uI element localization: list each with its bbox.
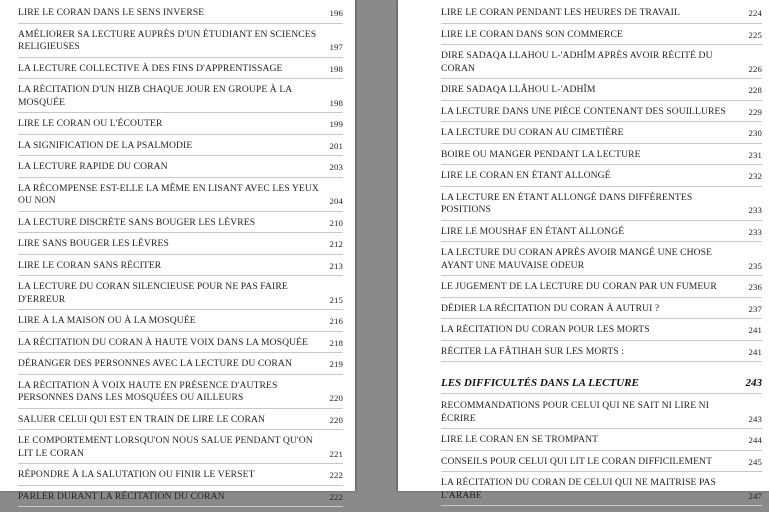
toc-entry-page-number: 222 <box>329 491 343 502</box>
toc-entry-title: DIRE SADAQA LLAHOU L-'ADHÎM APRÈS AVOIR RÉCITÉ DU CORAN <box>441 50 713 74</box>
toc-entry-page-number: 232 <box>748 171 762 181</box>
toc-entry-title: RÉPONDRE À LA SALUTATION OU FINIR LE VERSET <box>18 469 255 480</box>
toc-entry-title: LIRE LE CORAN EN SE TROMPANT <box>441 434 599 445</box>
toc-entry-title: SALUER CELUI QUI EST EN TRAIN DE LIRE LE CORAN <box>18 413 266 425</box>
toc-entry[interactable] <box>18 358 343 375</box>
toc-entry[interactable] <box>441 303 762 320</box>
toc-entry[interactable] <box>18 380 343 409</box>
toc-entry[interactable] <box>18 217 343 234</box>
toc-entry-page-number: 197 <box>329 42 343 52</box>
toc-entry-page-number: 215 <box>329 294 343 305</box>
toc-entry-title: LIRE À LA MAISON OU À LA MOSQUÉE <box>18 315 196 326</box>
toc-entry-page-number: 230 <box>748 128 762 138</box>
toc-entry-title: LA LECTURE DISCRÈTE SANS BOUGER LES LÈVRES <box>18 216 256 228</box>
toc-entry-title: LA RÉCOMPENSE EST-ELLE LA MÊME EN LISANT AVEC LES YEUX OU NON <box>18 182 319 206</box>
toc-entry[interactable] <box>18 281 343 310</box>
toc-entry[interactable] <box>441 456 762 473</box>
toc-entry-page-number: 245 <box>748 456 762 467</box>
toc-entry-page-number: 210 <box>329 217 343 228</box>
toc-entry[interactable] <box>18 491 343 508</box>
toc-entry-title: LIRE LE CORAN SANS RÉCITER <box>18 259 162 271</box>
toc-entry[interactable] <box>18 7 343 24</box>
toc-entry-title: LE JUGEMENT DE LA LECTURE DU CORAN PAR UN FUMEUR <box>441 281 717 292</box>
toc-entry-title: LA RÉCITATION D'UN HIZB CHAQUE JOUR EN GROUPE À LA MOSQUÉE <box>18 84 292 108</box>
toc-entry-page-number: 231 <box>748 149 762 160</box>
toc-entry[interactable] <box>441 7 762 24</box>
section-heading-page-number: 243 <box>745 377 762 389</box>
toc-entry[interactable] <box>441 84 762 101</box>
toc-entry-page-number: 226 <box>748 63 762 74</box>
toc-entry-page-number: 241 <box>748 325 762 335</box>
toc-entry[interactable] <box>441 29 762 46</box>
toc-entry[interactable] <box>18 183 343 212</box>
toc-entry[interactable] <box>18 140 343 157</box>
toc-entry-title: LA RÉCITATION DU CORAN À HAUTE VOIX DANS LA MOSQUÉE <box>18 336 309 348</box>
toc-entry-title: LA RÉCITATION DU CORAN POUR LES MORTS <box>441 324 650 335</box>
toc-entry-title: LA LECTURE DANS UNE PIÈCE CONTENANT DES SOUILLURES <box>441 105 726 117</box>
toc-entry-title: RECOMMANDATIONS POUR CELUI QUI NE SAIT NI LIRE NI ÉCRIRE <box>441 400 710 424</box>
toc-entry[interactable] <box>18 238 343 255</box>
toc-entry[interactable] <box>441 149 762 166</box>
toc-entry[interactable] <box>441 247 762 276</box>
toc-entry-page-number: 212 <box>329 239 343 249</box>
toc-entry-title: LE COMPORTEMENT LORSQU'ON NOUS SALUE PENDANT QU'ON LIT LE CORAN <box>18 435 313 459</box>
toc-entry[interactable] <box>441 50 762 79</box>
toc-entry-page-number: 196 <box>329 8 343 18</box>
toc-entry-page-number: 228 <box>748 85 762 95</box>
toc-list <box>18 7 343 512</box>
toc-entry-page-number: 244 <box>748 435 762 445</box>
toc-entry-title: LIRE LE CORAN PENDANT LES HEURES DE TRAVAIL <box>441 7 680 18</box>
toc-entry-page-number: 235 <box>748 260 762 271</box>
toc-entry[interactable] <box>441 170 762 187</box>
toc-entry[interactable] <box>441 192 762 221</box>
toc-entry[interactable] <box>18 161 343 178</box>
toc-entry-page-number: 220 <box>329 393 343 403</box>
toc-entry-page-number: 243 <box>748 413 762 424</box>
toc-entry-title: LIRE LE CORAN DANS LE SENS INVERSE <box>18 7 205 18</box>
toc-entry[interactable] <box>441 400 762 429</box>
toc-entry[interactable] <box>18 469 343 486</box>
toc-entry-page-number: 233 <box>748 226 762 237</box>
toc-entry[interactable] <box>18 435 343 464</box>
toc-entry-title: LIRE LE CORAN EN ÉTANT ALLONGÉ <box>441 170 611 181</box>
toc-entry-title: LA LECTURE RAPIDE DU CORAN <box>18 161 168 172</box>
toc-entry-page-number: 216 <box>329 316 343 326</box>
section-heading-title: LES DIFFICULTÉS DANS LA LECTURE <box>441 377 639 389</box>
toc-entry[interactable] <box>18 260 343 277</box>
toc-entry-page-number: 241 <box>748 346 762 357</box>
toc-entry-title: DÉDIER LA RÉCITATION DU CORAN À AUTRUI ? <box>441 302 660 314</box>
toc-entry-page-number: 233 <box>748 205 762 215</box>
toc-entry-title: LIRE SANS BOUGER LES LÈVRES <box>18 238 169 249</box>
toc-entry-title: LA LECTURE DU CORAN AU CIMETIÈRE <box>441 127 624 138</box>
toc-entry-title: LIRE LE CORAN OU L'ÉCOUTER <box>18 118 163 129</box>
toc-entry-title: AMÉLIORER SA LECTURE AUPRÈS D'UN ÉTUDIANT EN SCIENCES RELIGIEUSES <box>18 28 317 52</box>
toc-entry-page-number: 213 <box>329 260 343 271</box>
toc-entry[interactable] <box>18 315 343 332</box>
toc-entry-title: LIRE LE CORAN DANS SON COMMERCE <box>441 28 623 40</box>
toc-entry[interactable] <box>18 63 343 80</box>
toc-entry-title: LA LECTURE DU CORAN SILENCIEUSE POUR NE PAS FAIRE D'ERREUR <box>18 281 288 305</box>
toc-entry-title: BOIRE OU MANGER PENDANT LA LECTURE <box>441 148 641 160</box>
toc-entry-page-number: 236 <box>748 282 762 292</box>
toc-entry[interactable] <box>18 414 343 431</box>
section-heading[interactable] <box>441 376 762 394</box>
toc-entry-title: PARLER DURANT LA RÉCITATION DU CORAN <box>18 490 225 502</box>
toc-entry-page-number: 229 <box>748 106 762 117</box>
toc-entry-page-number: 218 <box>329 337 343 348</box>
toc-entry-page-number: 237 <box>748 303 762 314</box>
toc-entry[interactable] <box>18 29 343 58</box>
toc-entry[interactable] <box>441 434 762 451</box>
toc-entry-page-number: 225 <box>748 29 762 40</box>
toc-entry[interactable] <box>18 84 343 113</box>
toc-entry[interactable] <box>441 477 762 506</box>
toc-entry-title: LA LECTURE COLLECTIVE À DES FINS D'APPRENTISSAGE <box>18 62 283 74</box>
toc-entry-page-number: 201 <box>329 140 343 151</box>
toc-entry-title: CONSEILS POUR CELUI QUI LIT LE CORAN DIFFICILEMENT <box>441 455 713 467</box>
toc-entry[interactable] <box>441 281 762 298</box>
toc-entry-title: RÉCITER LA FÂTIHAH SUR LES MORTS : <box>441 345 624 357</box>
toc-entry[interactable] <box>441 106 762 123</box>
toc-entry[interactable] <box>441 226 762 243</box>
toc-entry[interactable] <box>18 337 343 354</box>
toc-entry-page-number: 199 <box>329 119 343 129</box>
toc-entry-page-number: 204 <box>329 196 343 206</box>
toc-entry-title: LA LECTURE DU CORAN APRÈS AVOIR MANGÉ UNE CHOSE AYANT UNE MAUVAISE ODEUR <box>441 247 713 271</box>
toc-entry-title: LA RÉCITATION À VOIX HAUTE EN PRÉSENCE D'AUTRES PERSONNES DANS LES MOSQUÉES OU AILLEURS <box>18 379 278 403</box>
toc-entry-page-number: 219 <box>329 359 343 369</box>
toc-entry-page-number: 247 <box>748 490 762 501</box>
toc-entry-title: LIRE LE MOUSHAF EN ÉTANT ALLONGÉ <box>441 225 625 237</box>
toc-entry-title: LA SIGNIFICATION DE LA PSALMODIE <box>18 139 193 151</box>
toc-entry-page-number: 224 <box>748 8 762 18</box>
toc-entry[interactable] <box>441 324 762 341</box>
toc-entry-page-number: 222 <box>329 470 343 480</box>
toc-list <box>441 7 762 511</box>
toc-entry-title: DIRE SADAQA LLÂHOU L-'ADHÎM <box>441 84 596 95</box>
toc-entry-page-number: 198 <box>329 63 343 74</box>
toc-entry-title: DÉRANGER DES PERSONNES AVEC LA LECTURE DU CORAN <box>18 358 292 369</box>
left-page <box>0 0 355 502</box>
toc-entry[interactable] <box>441 127 762 144</box>
toc-entry-page-number: 221 <box>329 448 343 459</box>
toc-entry[interactable] <box>18 118 343 135</box>
toc-entry-page-number: 198 <box>329 97 343 108</box>
toc-entry-title: LA RÉCITATION DU CORAN DE CELUI QUI NE MAITRISE PAS L'ARABE <box>441 477 716 501</box>
toc-entry-page-number: 203 <box>329 162 343 172</box>
toc-entry[interactable] <box>441 346 762 363</box>
right-page <box>398 0 769 501</box>
toc-entry-page-number: 220 <box>329 414 343 425</box>
toc-entry-title: LA LECTURE EN ÉTANT ALLONGÉ DANS DIFFÉRENTES POSITIONS <box>441 191 693 215</box>
